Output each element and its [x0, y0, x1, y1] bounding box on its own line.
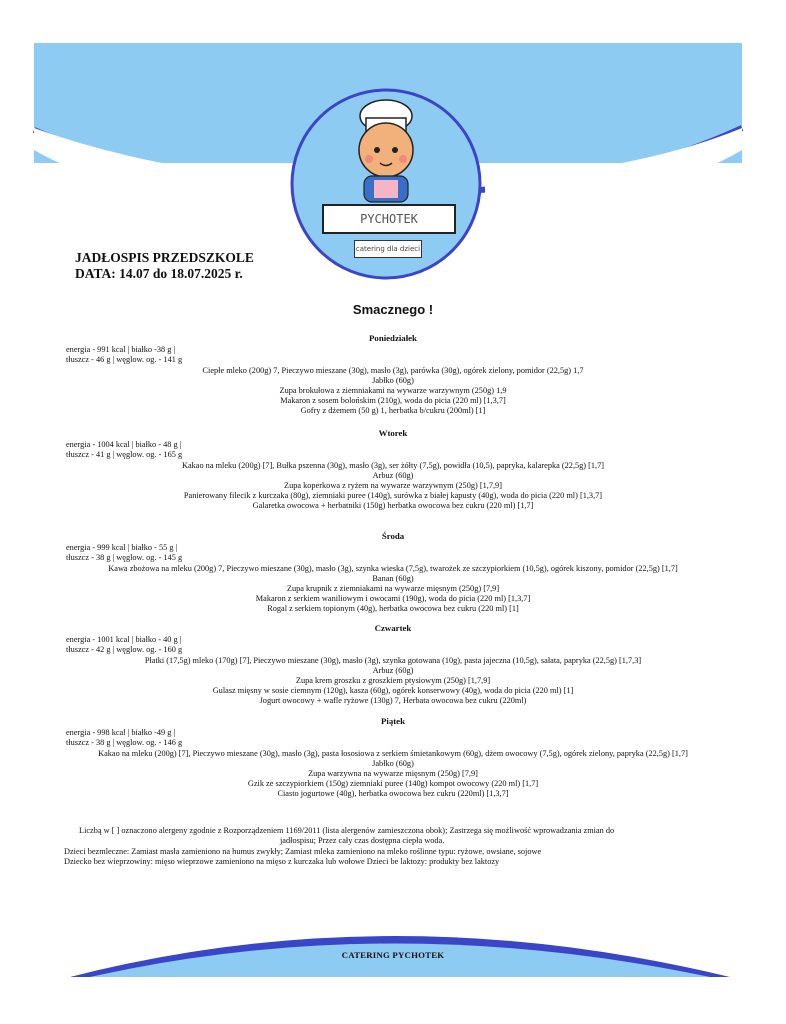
day-name: Czwartek — [374, 623, 412, 633]
day-block-tuesday — [0, 428, 786, 512]
nutrition-fat: tłuszcz - 38 g | węglow. og. - 146 g — [66, 738, 183, 748]
meal-afternoon: Gofry z dżemem (50 g) 1, herbatka b/cukru (200ml) [1] — [300, 406, 486, 416]
day-block-friday — [0, 716, 786, 800]
menu-title-line1: JADŁOSPIS PRZEDSZKOLE — [75, 250, 254, 265]
meal-main: Makaron z sosem bolońskim (210g), woda do picia (220 ml) [1,3,7] — [280, 396, 506, 406]
meal-afternoon: Galaretka owocowa + herbatniki (150g) herbatka owocowa bez cukru (220 ml) [1,7] — [252, 501, 534, 511]
menu-date: DATA: 14.07 do 18.07.2025 r. — [75, 266, 243, 281]
nutrition-energy: energia - 999 kcal | białko - 55 g | — [66, 543, 178, 553]
pychotek-logo — [290, 88, 482, 280]
meal-soup: Zupa krupnik z ziemniakami na wywarze mięsnym (250g) [7,9] — [286, 584, 500, 594]
meal-breakfast: Płatki (17,5g) mleko (170g) [7], Pieczywo mieszane (30g), masło (3g), szynka gotowana (10g), pasta jajeczna (10,5g), sałata, papryka (22,5g) [1,7,3] — [144, 655, 642, 665]
meal-main: Gzik ze szczypiorkiem (150g) ziemniaki puree (140g) kompot owocowy (220 ml) [1,7] — [247, 779, 539, 789]
logo-tagline: catering dla dzieci — [354, 240, 422, 258]
meal-breakfast: Ciepłe mleko (200g) 7, Pieczywo mieszane (30g), masło (3g), parówka (30g), ogórek zielony, pomidor (22,5g) 1,7 — [202, 365, 584, 375]
pork-free-note: Dziecko bez wieprzowiny: mięso wieprzowe zamieniono na mięso z kurczaka lub wołowe Dzieci be laktozy: produkty bez laktozy — [64, 856, 500, 866]
day-block-monday — [0, 333, 786, 417]
meal-snack: Jabłko (60g) — [372, 758, 414, 768]
menu-title — [75, 250, 254, 282]
nutrition-energy: energia - 991 kcal | białko -38 g | — [66, 345, 176, 355]
meal-soup: Zupa warzywna na wywarze mięsnym (250g) [7,9] — [308, 769, 478, 779]
nutrition-energy: energia - 998 kcal | białko -49 g | — [66, 728, 176, 738]
meal-snack: Arbuz (60g) — [372, 665, 414, 675]
day-name: Piątek — [381, 716, 405, 726]
meal-afternoon: Rogal z serkiem topionym (40g), herbatka owocowa bez cukru (220 ml) [1] — [267, 604, 519, 614]
logo-name: PYCHOTEK — [322, 204, 456, 234]
meal-main: Makaron z serkiem waniliowym i owocami (190g), woda do picia (220 ml) [1,3,7] — [255, 594, 531, 604]
meal-main: Gulasz mięsny w sosie ciemnym (120g), kasza (60g), ogórek konserwowy (40g), woda do picia (220 ml) [1] — [212, 686, 574, 696]
day-name: Wtorek — [378, 428, 408, 438]
nutrition-energy: energia - 1004 kcal | białko - 48 g | — [66, 440, 182, 450]
dairy-free-note: Dzieci bezmleczne: Zamiast masła zamieniono na humus zwykły; Zamiast mleka zamieniono na mleko roślinne typu: ryżowe, owsiane, sojowe — [64, 846, 542, 856]
nutrition-fat: tłuszcz - 42 g | węglow. og. - 160 g — [66, 645, 183, 655]
nutrition-energy: energia - 1001 kcal | białko - 40 g | — [66, 635, 182, 645]
nutrition-fat: tłuszcz - 38 g | węglow. og. - 145 g — [66, 553, 183, 563]
meal-main: Panierowany filecik z kurczaka (80g), ziemniaki puree (140g), surówka z białej kapusty (40g), woda do picia (220 ml) [1,3,7] — [183, 491, 603, 501]
day-block-thursday — [0, 623, 786, 707]
meal-afternoon: Jogurt owocowy + wafle ryżowe (130g) 7, Herbata owocowa bez cukru (220ml) — [259, 696, 527, 706]
meal-snack: Banan (60g) — [372, 573, 414, 583]
allergen-note-cont: jadłospisu; Przez cały czas dostępna ciepła woda. — [280, 836, 445, 846]
nutrition-fat: tłuszcz - 46 g | węglow. og. - 141 g — [66, 355, 183, 365]
meal-breakfast: Kakao na mleku (200g) [7], Pieczywo mieszane (30g), masło (3g), pasta łososiowa z serkiem śmietankowym (60g), dżem owocowy (7,5g), ogórek zielony, papryka (22,5g) [1,7] — [98, 748, 688, 758]
day-name: Środa — [381, 531, 405, 541]
day-name: Poniedziałek — [369, 333, 417, 343]
meal-breakfast: Kawa zbożowa na mleku (200g) 7, Pieczywo mieszane (30g), masło (3g), szynka wieska (7,5g), twarożek ze szczypiorkiem (10,5g), ogórek kiszony, pomidor (22,5g) [1,7] — [108, 563, 678, 573]
allergen-notes — [64, 826, 704, 867]
day-block-wednesday — [0, 531, 786, 615]
meal-snack: Jabłko (60g) — [372, 375, 414, 385]
meal-soup: Zupa brokułowa z ziemniakami na wywarze warzywnym (250g) 1,9 — [279, 386, 507, 396]
meal-soup: Zupa krem groszku z groszkiem ptysiowym (250g) [1,7,9] — [295, 676, 491, 686]
footer-brand: CATERING PYCHOTEK — [341, 950, 445, 960]
allergen-note: Liczbą w [ ] oznaczono alergeny zgodnie z Rozporządzeniem 1169/2011 (lista alergenów zamieszczona obok); Zastrzega się możliwość wprowadzania zmian do — [79, 826, 615, 835]
nutrition-fat: tłuszcz - 41 g | węglow. og. - 165 g — [66, 450, 183, 460]
greeting: Smacznego ! — [352, 302, 434, 317]
meal-breakfast: Kakao na mleku (200g) [7], Bułka pszenna (30g), masło (3g), ser żółty (7,5g), powidła (10,5), papryka, kalarepka (22,5g) [1,7] — [181, 460, 605, 470]
meal-afternoon: Ciasto jogurtowe (40g), herbatka owocowa bez cukru (220ml) [1,3,7] — [277, 789, 509, 799]
meal-soup: Zupa koperkowa z ryżem na wywarze warzywnym (250g) [1,7,9] — [284, 481, 502, 491]
meal-snack: Arbuz (60g) — [372, 470, 414, 480]
